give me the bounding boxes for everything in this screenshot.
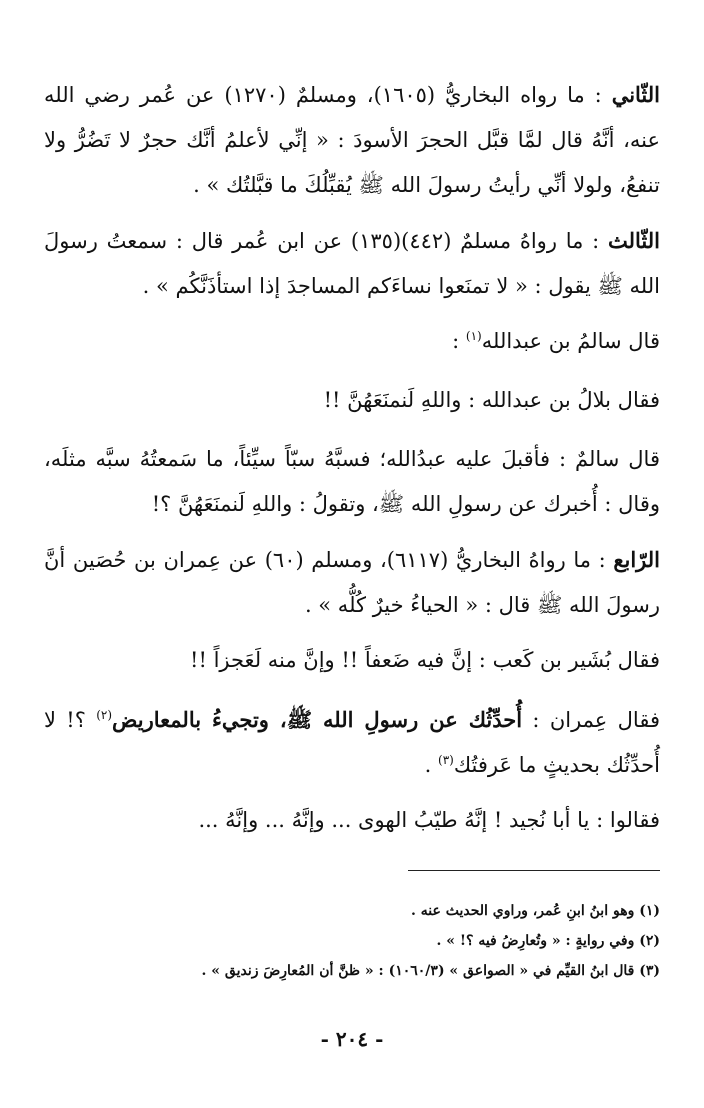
footnote-2: (٢) وفي روايةٍ : « وتُعارِضُ فيه ؟! » . xyxy=(436,933,660,949)
paragraph-text: قال سالمُ بن عبدالله xyxy=(481,329,660,353)
paragraph-lead: الرّابع xyxy=(613,547,660,572)
paragraph-text: : ما رواهُ مسلمٌ (٤٤٢)(١٣٥) عن ابن عُمر قال : سمعتُ رسولَ الله ﷺ يقول : « لا تمنَعوا نساءَكم المساجدَ إذا استأذَنَّكُم » . xyxy=(44,229,660,298)
footnote-ref: (٣) xyxy=(438,753,454,767)
paragraph-text: : ما رواه البخاريُّ (١٦٠٥)، ومسلمٌ (١٢٧٠) عن عُمر رضي الله عنه، أنَّهُ قال لمَّا قبَّل الحجرَ الأسودَ : « إنِّي لأعلمُ أنَّك حجرٌ لا تَضُرُّ ولا تنفعُ، ولولا أنِّي رأيتُ رسولَ الله ﷺ يُقبِّلُكَ ما قبَّلتُك » . xyxy=(44,83,660,197)
paragraph-imran-said xyxy=(44,697,660,788)
paragraph-text: فقال بلالُ بن عبدالله : واللهِ لَنمنَعَهُنَّ !! xyxy=(323,388,660,412)
paragraph-salim-narration xyxy=(44,437,660,527)
paragraph-text: : ما رواهُ البخاريُّ (٦١١٧)، ومسلم (٦٠) عن عِمران بن حُصَين أنَّ رسولَ الله ﷺ قال : « الحياءُ خيرٌ كُلُّه » . xyxy=(44,548,660,617)
paragraph-text: فقال عِمران : xyxy=(522,708,660,732)
paragraph-text-after: ؟! لا أُحدِّثُك بحديثٍ ما عَرفتُك xyxy=(44,708,660,777)
footnote-3: (٣) قال ابنُ القيِّم في « الصواعق » (١٠٦٠/٣) : « ظنَّ أن المُعارِضَ زنديق » . xyxy=(201,963,660,979)
footnote-ref: (٢) xyxy=(96,708,113,722)
paragraph-salim-said xyxy=(44,319,660,364)
footnote-ref: (١) xyxy=(465,329,482,343)
main-text xyxy=(44,72,660,857)
paragraph-second xyxy=(44,72,660,208)
paragraph-fourth xyxy=(44,537,660,628)
footnote-1: (١) وهو ابنُ ابنِ عُمر، وراوي الحديث عنه . xyxy=(411,903,660,919)
footnote-divider xyxy=(408,870,660,871)
paragraph-text-after: : xyxy=(452,329,466,353)
paragraph-text: فقالوا : يا أبا نُجيد ! إنَّهُ طيّبُ الهوى ... وإنَّهُ ... وإنَّهُ ... xyxy=(198,808,660,832)
paragraph-text: قال سالمٌ : فأقبلَ عليه عبدُالله؛ فسبَّهُ سبّاً سيِّئاً، ما سَمعتُهُ سبَّه مثلَه، وقال : أُخبرك عن رسولِ الله ﷺ، وتقولُ : واللهِ لَنمنَعَهُنَّ ؟! xyxy=(44,447,660,516)
paragraph-text-end: . xyxy=(424,753,439,777)
paragraph-bilal-said xyxy=(44,378,660,423)
footnotes xyxy=(44,896,660,986)
paragraph-bushayr-said xyxy=(44,638,660,683)
page-number: - ٢٠٤ - xyxy=(320,1027,384,1051)
paragraph-they-said xyxy=(44,798,660,843)
paragraph-third xyxy=(44,218,660,309)
paragraph-text: فقال بُشَير بن كَعب : إنَّ فيه ضَعفاً !! وإنَّ منه لَعَجزاً !! xyxy=(190,648,660,672)
paragraph-lead: الثّاني xyxy=(611,82,661,107)
paragraph-lead: الثّالث xyxy=(608,228,660,253)
paragraph-bold-text: أُحدِّثُك عن رسولِ الله ﷺ، وتجيءُ بالمعاريض xyxy=(112,707,523,732)
